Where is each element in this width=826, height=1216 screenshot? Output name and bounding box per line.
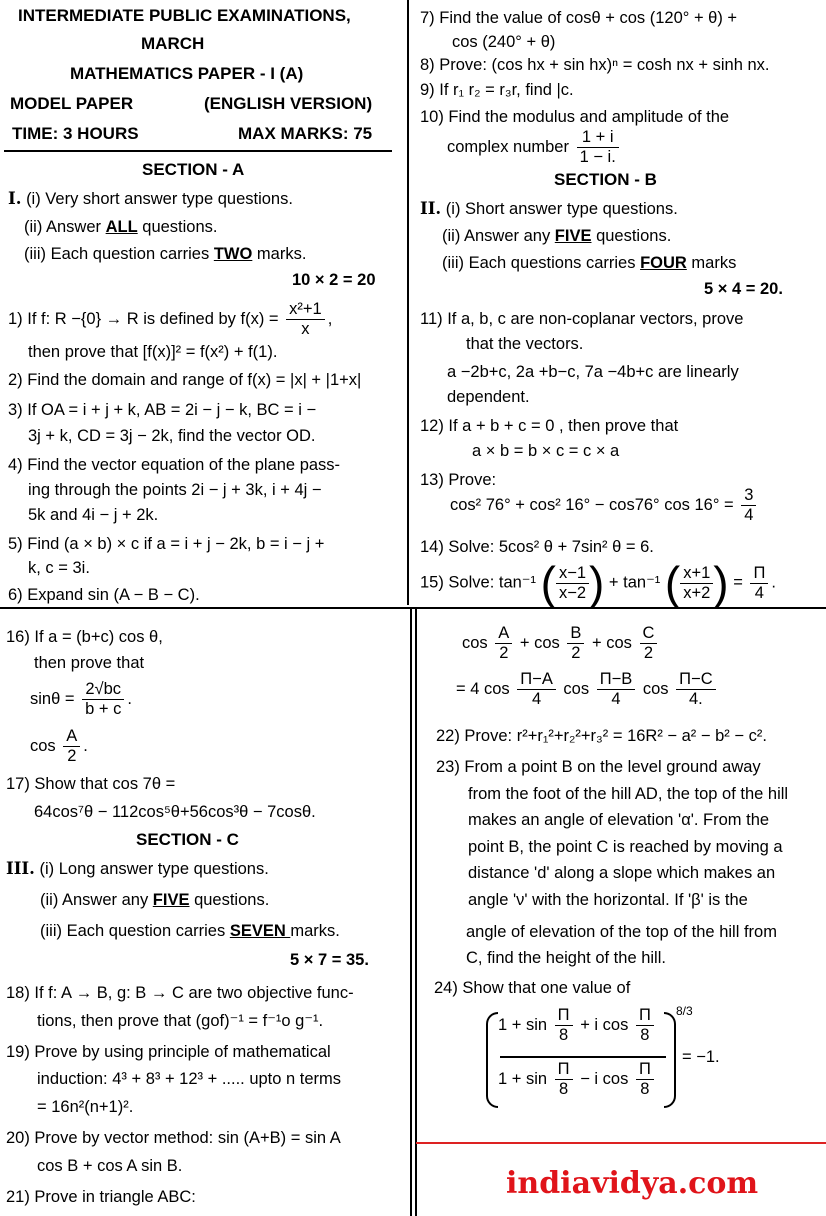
q-text: cos² 76° + cos² 16° − cos76° cos 16° = [450, 495, 734, 514]
question-5-line1: 5) Find (a × b) × c if a = i + j − 2k, b = i − j + [8, 535, 325, 553]
fraction [636, 1006, 654, 1045]
version-label: (ENGLISH VERSION) [204, 94, 373, 113]
question-21: 21) Prove in triangle ABC: [6, 1188, 196, 1206]
q-text: sinθ = [30, 689, 75, 708]
instr-text: (ii) Answer any [442, 227, 555, 245]
instr-key: TWO [213, 245, 253, 263]
numerator: Π [636, 1006, 654, 1026]
question-16-line2: then prove that [34, 654, 145, 672]
q24-rhs: = −1. [682, 1048, 720, 1066]
question-13-line2 [450, 486, 759, 525]
question-13-line1: 13) Prove: [420, 471, 497, 489]
question-23-line8: C, find the height of the hill. [466, 949, 666, 967]
question-12-line2: a × b = b × c = c × a [472, 442, 620, 460]
fraction [597, 670, 636, 709]
fraction [495, 624, 512, 663]
question-23-line7: angle of elevation of the top of the hill from [466, 923, 777, 941]
denominator: 2 [67, 747, 77, 765]
fraction [640, 624, 658, 663]
numerator: B [567, 624, 584, 644]
question-16-line4 [30, 727, 88, 766]
q-text: cos [563, 679, 590, 698]
q-text: cos [642, 679, 669, 698]
header-line2: MARCH [141, 34, 205, 53]
q24-expression [486, 1004, 736, 1108]
header-line3: MATHEMATICS PAPER - I (A) [70, 64, 304, 83]
question-23-line1: 23) From a point B on the level ground away [436, 758, 761, 776]
fraction [741, 486, 756, 525]
question-17-line1: 17) Show that cos 7θ = [6, 775, 176, 793]
q-text: . [127, 689, 132, 708]
instr-text: marks. [290, 922, 340, 940]
q-text: + tan⁻¹ [608, 573, 661, 592]
question-19-line3: = 16n²(n+1)². [37, 1098, 134, 1116]
instr-text: questions. [591, 227, 672, 245]
section-c-marks: 5 × 7 = 35. [290, 951, 369, 969]
q-text: 1 + sin [498, 1015, 548, 1034]
fraction [636, 1060, 654, 1099]
question-2: 2) Find the domain and range of f(x) = |x| + |1+x| [8, 371, 362, 389]
q24-numerator [498, 1006, 657, 1045]
question-23-line5: distance 'd' along a slope which makes an [468, 864, 776, 882]
section-c-instr-1 [6, 856, 269, 882]
section-b-marks: 5 × 4 = 20. [704, 280, 783, 298]
q24-denominator [498, 1060, 657, 1099]
left-paren: ( [664, 557, 681, 609]
numerator: Π−C [676, 670, 715, 690]
q-text: . [83, 736, 88, 755]
numerator: Π−A [517, 670, 556, 690]
column-divider-bottom-1 [410, 607, 412, 1216]
section-a-instr-1 [8, 186, 293, 212]
denominator: 2 [643, 644, 654, 662]
fraction [567, 624, 584, 663]
question-16-line3 [30, 680, 132, 719]
question-22: 22) Prove: r²+r₁²+r₂²+r₃² = 16R² − a² − b² − c². [436, 727, 767, 745]
question-14: 14) Solve: 5cos² θ + 7sin² θ = 6. [420, 538, 654, 556]
numerator: 3 [741, 486, 756, 506]
numerator: 2√bc [82, 680, 124, 700]
q-text: cos [462, 633, 488, 652]
q-text: 1 + sin [498, 1069, 548, 1088]
question-11-line1: 11) If a, b, c are non-coplanar vectors, prove [420, 310, 744, 328]
column-divider-top [407, 0, 409, 605]
question-9: 9) If r₁ r₂ = r₃r, find |c. [420, 81, 574, 99]
instr-key: SEVEN [229, 922, 291, 940]
numerator: Π−B [597, 670, 636, 690]
q-text: = 4 cos [456, 679, 510, 698]
numerator: x²+1 [286, 300, 325, 320]
right-paren: ) [713, 557, 729, 609]
instr-key: FIVE [152, 891, 190, 909]
numerator: Π [636, 1060, 654, 1080]
numerator: C [640, 624, 658, 644]
question-1 [8, 300, 332, 339]
question-23-line4: point B, the point C is reached by moving a [468, 838, 783, 856]
instr-text: (ii) Answer any [40, 891, 153, 909]
fraction [556, 564, 589, 603]
fraction [286, 300, 325, 339]
instr-key: FOUR [640, 254, 687, 272]
denominator: 2 [571, 644, 581, 662]
question-1-line2: then prove that [f(x)]² = f(x²) + f(1). [28, 343, 278, 361]
q24-fraction-bar [500, 1056, 666, 1058]
section-a-instr-2 [24, 214, 218, 240]
section-b-instr-1 [420, 196, 678, 222]
fraction [82, 680, 124, 719]
numerator: Π [555, 1060, 573, 1080]
roman-numeral: I. [8, 189, 22, 208]
numerator: A [495, 624, 512, 644]
instr-text: marks. [252, 245, 307, 263]
denominator: 8 [559, 1080, 569, 1098]
denominator: 8 [559, 1026, 569, 1044]
denominator: 4 [611, 690, 621, 708]
question-11-line4: dependent. [447, 388, 530, 406]
denominator: 8 [640, 1080, 650, 1098]
section-b-title: SECTION - B [554, 170, 657, 189]
roman-numeral: II. [420, 199, 442, 218]
instr-text: (i) Short answer type questions. [445, 200, 678, 218]
denominator: x−2 [558, 583, 586, 602]
footer-rule [416, 1142, 826, 1144]
question-19-line1: 19) Prove by using principle of mathematical [6, 1043, 331, 1061]
question-10-line2 [447, 128, 622, 167]
question-7-line2: cos (240° + θ) [452, 33, 556, 51]
question-11-line2: that the vectors. [466, 335, 584, 353]
column-divider-bottom-2 [415, 607, 417, 1216]
roman-numeral: III. [6, 859, 35, 878]
q-text: = [733, 573, 743, 592]
question-4-line3: 5k and 4i − j + 2k. [28, 506, 159, 524]
numerator: Π [555, 1006, 573, 1026]
header-rule [4, 150, 392, 152]
q-text: . [771, 573, 776, 592]
denominator: x [301, 320, 310, 338]
instr-text: (iii) Each questions carries [442, 254, 641, 272]
question-3-line2: 3j + k, CD = 3j − 2k, find the vector OD. [28, 427, 316, 445]
instr-text: (i) Long answer type questions. [39, 860, 269, 878]
denominator: 2 [499, 644, 509, 662]
question-11-line3: a −2b+c, 2a +b−c, 7a −4b+c are linearly [447, 363, 739, 381]
q-text: + cos [592, 633, 632, 652]
fraction [555, 1060, 573, 1099]
question-5-line2: k, c = 3i. [28, 559, 90, 577]
question-10-line1: 10) Find the modulus and amplitude of the [420, 108, 730, 126]
q24-left-paren [486, 1012, 498, 1108]
denominator: 4 [531, 690, 542, 708]
q-text: complex number [447, 137, 569, 156]
question-15 [420, 557, 776, 609]
site-logo: indiavidya.com [506, 1166, 759, 1201]
fraction [750, 564, 768, 603]
section-c-instr-3 [40, 918, 340, 944]
question-23-line2: from the foot of the hill AD, the top of the hill [468, 785, 789, 803]
question-19-line2: induction: 4³ + 8³ + 12³ + ..... upto n terms [37, 1070, 342, 1088]
right-paren: ) [589, 557, 605, 609]
denominator: 1 − i. [579, 148, 616, 166]
denominator: x+2 [683, 583, 711, 602]
numerator: x−1 [556, 564, 589, 584]
q-text: 1) If f: R −{0} → R is defined by f(x) = [8, 309, 279, 328]
denominator: 4 [754, 583, 764, 602]
q-text: + cos [519, 633, 560, 652]
question-4-line1: 4) Find the vector equation of the plane pass- [8, 456, 341, 474]
question-7-line1: 7) Find the value of cosθ + cos (120° + θ) + [420, 9, 738, 27]
question-24: 24) Show that one value of [434, 979, 631, 997]
section-a-instr-3 [24, 241, 306, 267]
instr-text: questions. [189, 891, 270, 909]
q-text: + i cos [580, 1015, 629, 1034]
question-12-line1: 12) If a + b + c = 0 , then prove that [420, 417, 679, 435]
denominator: 4 [744, 506, 754, 524]
denominator: 8 [640, 1026, 650, 1044]
instr-text: marks [686, 254, 737, 272]
section-c-instr-2 [40, 887, 269, 913]
q-text: − i cos [580, 1069, 629, 1088]
numerator: Π [750, 564, 768, 584]
denominator: b + c [85, 700, 122, 718]
instr-text: questions. [137, 218, 218, 236]
q-text: cos [30, 736, 56, 755]
instr-text: (ii) Answer [24, 218, 106, 236]
question-20-line1: 20) Prove by vector method: sin (A+B) = sin A [6, 1129, 341, 1147]
q-text: 15) Solve: tan⁻¹ [420, 573, 537, 592]
q24-right-paren [664, 1012, 676, 1108]
denominator: 4. [688, 690, 703, 708]
section-c-title: SECTION - C [136, 830, 239, 849]
question-23-line3: makes an angle of elevation 'α'. From the [468, 811, 770, 829]
question-18-line2: tions, then prove that (gof)⁻¹ = f⁻¹o g⁻¹. [37, 1012, 324, 1030]
question-6: 6) Expand sin (A − B − C). [8, 586, 200, 604]
time-label: TIME: 3 HOURS [12, 124, 139, 143]
header-line1: INTERMEDIATE PUBLIC EXAMINATIONS, [18, 6, 351, 25]
fraction [63, 727, 80, 766]
q-text: , [327, 309, 333, 328]
instr-text: (iii) Each question carries [24, 245, 214, 263]
numerator: A [63, 727, 80, 747]
question-8: 8) Prove: (cos hx + sin hx)ⁿ = cosh nx + sinh nx. [420, 56, 770, 74]
instr-text: (iii) Each question carries [40, 922, 230, 940]
left-paren: ( [540, 557, 556, 609]
fraction [577, 128, 619, 167]
question-18-line1: 18) If f: A → B, g: B → C are two objective func- [6, 984, 354, 1002]
fraction [680, 564, 713, 603]
question-4-line2: ing through the points 2i − j + 3k, i + 4j − [28, 481, 322, 499]
question-23-line6: angle 'ν' with the horizontal. If 'β' is the [468, 891, 748, 909]
question-3-line1: 3) If OA = i + j + k, AB = 2i − j − k, BC = i − [8, 401, 317, 419]
q21-line1 [462, 624, 660, 663]
section-a-marks: 10 × 2 = 20 [292, 271, 376, 289]
fraction [555, 1006, 573, 1045]
max-marks-label: MAX MARKS: 75 [238, 124, 373, 143]
numerator: x+1 [680, 564, 713, 584]
section-a-title: SECTION - A [142, 160, 245, 179]
instr-key: ALL [105, 218, 138, 236]
instr-key: FIVE [554, 227, 592, 245]
instr-text: (i) Very short answer type questions. [26, 190, 293, 208]
model-paper-label: MODEL PAPER [10, 94, 134, 113]
question-20-line2: cos B + cos A sin B. [37, 1157, 183, 1175]
section-b-instr-2 [442, 223, 671, 249]
numerator: 1 + i [577, 128, 619, 148]
fraction [676, 670, 715, 709]
fraction [517, 670, 556, 709]
question-17-line2: 64cos⁷θ − 112cos⁵θ+56cos³θ − 7cosθ. [34, 803, 316, 821]
q21-line2 [456, 670, 719, 709]
section-b-instr-3 [442, 250, 736, 276]
q24-exponent: 8/3 [676, 1004, 693, 1018]
question-16-line1: 16) If a = (b+c) cos θ, [6, 628, 163, 646]
